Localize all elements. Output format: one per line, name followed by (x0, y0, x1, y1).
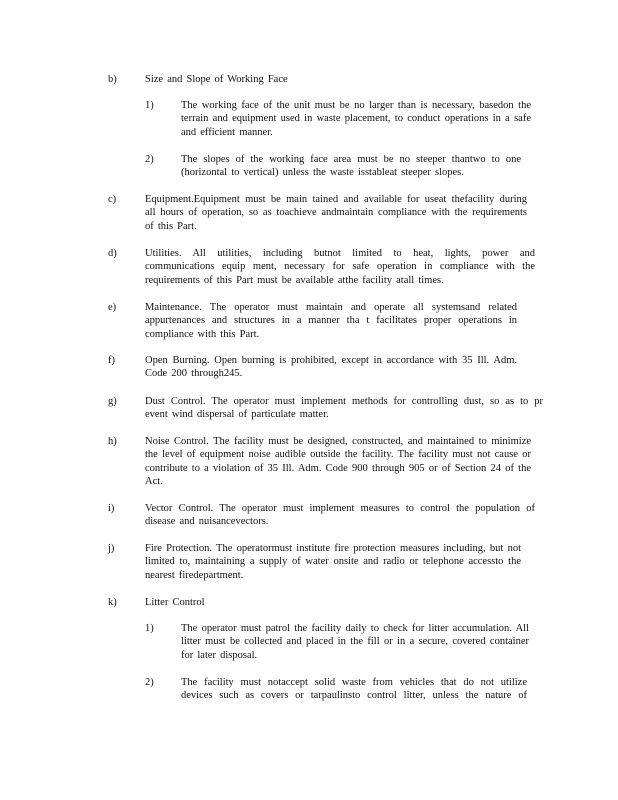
subsection-text: The operator must patrol the facility daily to check for litter accumulation. All litter must be collected and placed in the fill or in a secure, covered container for later disposal. (181, 623, 529, 661)
section-marker: d) (108, 248, 117, 259)
section-marker: f) (108, 355, 115, 366)
section-text: Maintenance. The operator must maintain and operate all systemsand related appurtenances and structures in a manner tha t facilitates proper operations in compliance with this Part. (145, 302, 517, 340)
subsection-text: The slopes of the working face area must be no steeper thantwo to one (horizontal to vertical) unless the waste isstableat steeper slopes. (181, 154, 521, 179)
section-text: Fire Protection. The operatormust institute fire protection measures including, but not limited to, maintaining a supply of water onsite and radio or telephone accessto the nearest firedepartment. (145, 543, 521, 581)
subsection-marker: 1) (145, 623, 154, 634)
section-marker: e) (108, 302, 117, 313)
section-text: Noise Control. The facility must be designed, constructed, and maintained to minimize the level of equipment noise audible outside the facility. The facility must not cause or contribute to a violation of 35 Ill. Adm. Code 900 through 905 or of Section 24 of the Act. (145, 436, 531, 488)
section-text: Open Burning. Open burning is prohibited, except in accordance with 35 Ill. Adm. Code 200 through245. (145, 355, 517, 380)
section-heading: Litter Control (145, 597, 205, 608)
section-marker: h) (108, 436, 117, 447)
section-marker: b) (108, 74, 117, 85)
section-marker: c) (108, 194, 117, 205)
subsection-marker: 2) (145, 154, 154, 165)
section-marker: k) (108, 597, 117, 608)
section-marker: i) (108, 503, 115, 514)
section-marker: j) (108, 543, 115, 554)
section-heading: Size and Slope of Working Face (145, 74, 288, 85)
section-text: Utilities. All utilities, including butnot limited to heat, lights, power and communications equip ment, necessary for safe operation in compliance with the requirements of this Part must be available atthe facility atall times. (145, 248, 535, 286)
section-text: Dust Control. The operator must implement methods for controlling dust, so as to pr event wind dispersal of particulate matter. (145, 396, 543, 421)
section-text: Vector Control. The operator must implement measures to control the population of disease and nuisancevectors. (145, 503, 535, 528)
subsection-marker: 1) (145, 100, 154, 111)
subsection-marker: 2) (145, 677, 154, 688)
subsection-text: The working face of the unit must be no larger than is necessary, basedon the terrain and equipment used in waste placement, to conduct operations in a safe and efficient manner. (181, 100, 531, 138)
subsection-text: The facility must notaccept solid waste from vehicles that do not utilize devices such as covers or tarpaulinsto control litter, unless the nature of (181, 677, 527, 702)
section-marker: g) (108, 396, 117, 407)
section-text: Equipment.Equipment must be main tained and available for useat thefacility during all hours of operation, so as toachieve andmaintain compliance with the requirements of this Part. (145, 194, 527, 232)
